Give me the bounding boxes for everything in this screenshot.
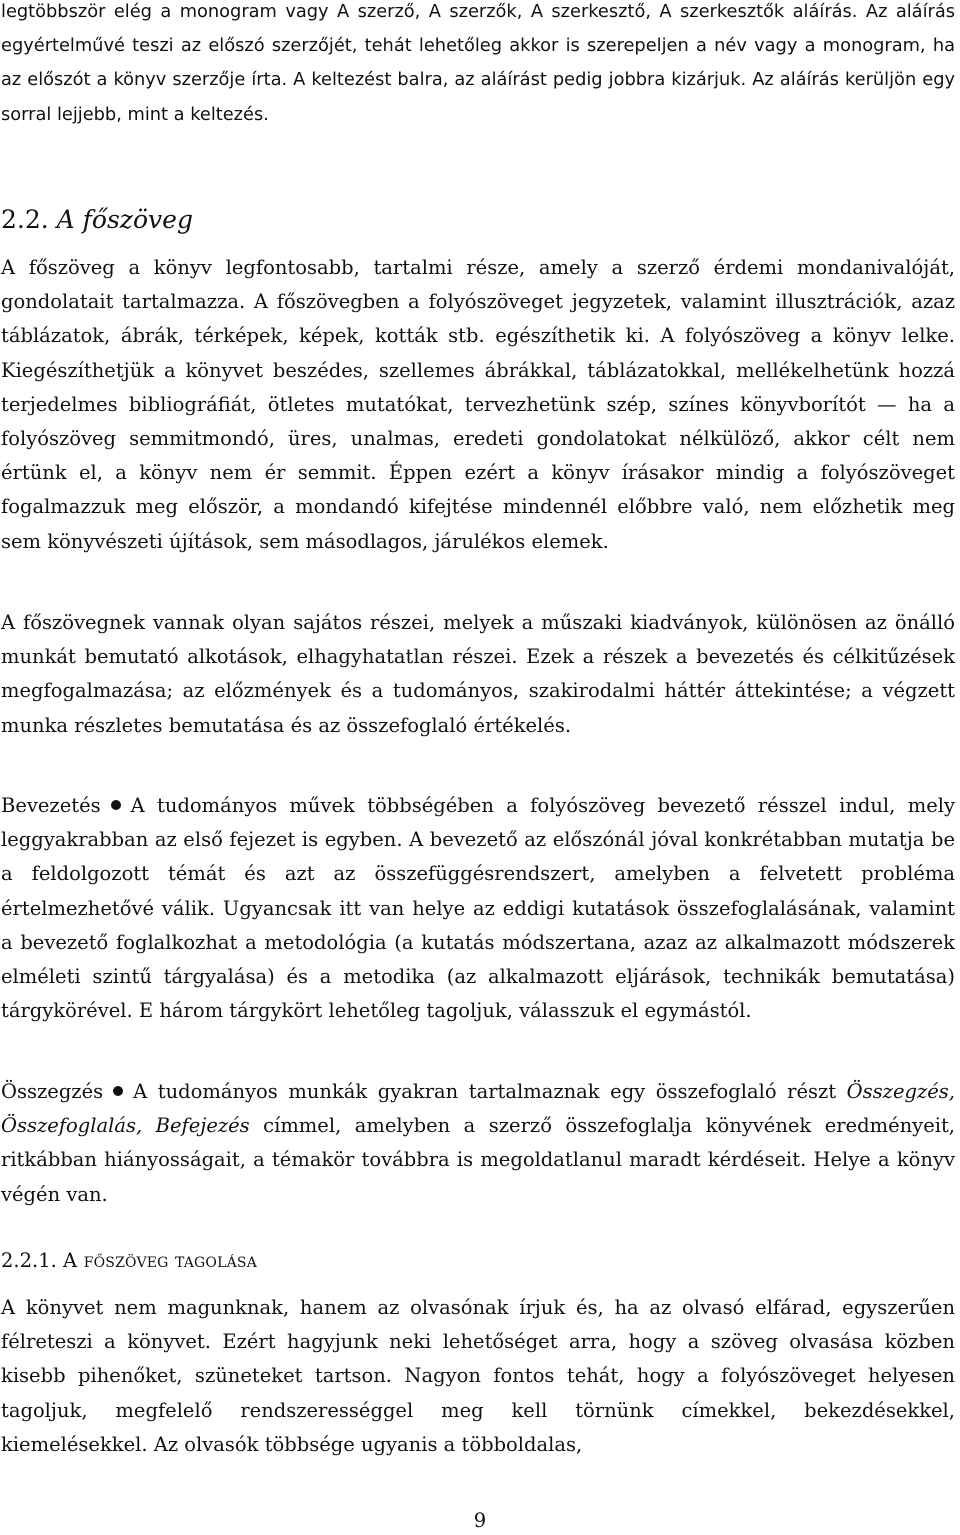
summary-text-after: címmel, amelyben a szerző összefoglalja könyvének eredményeit, ritkábban hiányosságait, a témakör továbbra is megoldatlanul maradt kérdéseit. Helye a könyv végén van. xyxy=(1,1114,955,1206)
section-heading xyxy=(1,204,193,236)
subsection-title: A főszöveg tagolása xyxy=(63,1249,258,1272)
main-text-parts-paragraph xyxy=(1,606,955,743)
summary-titles: Összegzés, Összefoglalás, Befejezés xyxy=(1,1080,955,1138)
preface-signature-text: legtöbbször elég a monogram vagy A szerző, A szerzők, A szerkesztő, A szerkesztők aláírás. Az aláírás egyértelművé teszi az előszó szerzőjét, tehát lehetőleg akkor is szerepeljen a név vagy a monogram, ha az előszót a könyv szerzője írta. A keltezést balra, az aláírást pedig jobbra kizárjuk. xyxy=(1,1,955,91)
preface-signature-paragraph xyxy=(1,0,955,132)
preface-signature-continuation: Az aláírás kerüljön egy sorral lejjebb, mint a keltezés. xyxy=(1,69,956,125)
subsection-number: 2.2.1. xyxy=(1,1249,57,1272)
page-number: 9 xyxy=(473,1509,487,1532)
summary-paragraph xyxy=(1,1075,955,1212)
main-text-parts-text: A főszövegnek vannak olyan sajátos részei, melyek a műszaki kiadványok, különösen az önálló munkát bemutató alkotások, elhagyhatatlan részei. Ezek a részek a bevezetés és célkitűzések megfogalmazása; az előzmények és a tudományos, szakirodalmi háttér áttekintése; a végzett munka részletes bemutatása és az összefoglaló értékelés. xyxy=(1,611,955,737)
subsection-paragraph-text: A könyvet nem magunknak, hanem az olvasónak írjuk és, ha az olvasó elfárad, egyszerűen félreteszi a könyvet. Ezért hagyjunk neki lehetőséget arra, hogy a szöveg olvasása közben kisebb pihenőket, szüneteket tartson. Nagyon fontos tehát, hogy a folyószöveget helyesen tagoljuk, megfelelő rendszerességgel meg kell törnünk címekkel, bekezdésekkel, kiemelésekkel. Az olvasók többsége ugyanis a többoldalas, xyxy=(1,1296,955,1456)
section-number: 2.2. xyxy=(1,205,49,234)
summary-text-before: A tudományos munkák gyakran tartalmaznak egy összefoglaló részt xyxy=(133,1080,837,1103)
main-text-paragraph xyxy=(1,251,955,559)
introduction-text: A tudományos művek többségében a folyószöveg bevezető résszel indul, mely leggyakrabban az első fejezet is egyben. A bevezető az előszónál jóval konkrétabban mutatja be a feldolgozott témát és azt az összefüggésrendszert, amelyben a felvetett probléma értelmezhetővé válik. Ugyancsak itt van helye az eddigi kutatások összefoglalásának, valamint a bevezető foglalkozhat a metodológia (a kutatás módszertana, azaz az alkalmazott módszerek elméleti szintű tárgyalása) és a metodika (az alkalmazott eljárások, technikák bemutatása) tárgykörével. E három tárgykört lehetőleg tagoljuk, válasszuk el egymástól. xyxy=(1,794,955,1023)
bullet-icon xyxy=(113,1086,123,1096)
subsection-paragraph xyxy=(1,1291,955,1462)
bullet-icon xyxy=(111,800,121,810)
introduction-paragraph xyxy=(1,789,955,1028)
summary-term: Összegzés xyxy=(1,1080,104,1103)
main-text-paragraph-text: A főszöveg a könyv legfontosabb, tartalmi része, amely a szerző érdemi mondanivalóját, gondolatait tartalmazza. A főszövegben a folyószöveget jegyzetek, valamint illusztrációk, azaz táblázatok, ábrák, térképek, képek, kották stb. egészíthetik ki. A folyószöveg a könyv lelke. Kiegészíthetjük a könyvet beszédes, szellemes ábrákkal, táblázatokkal, mellékelhetünk hozzá terjedelmes bibliográfiát, ötletes mutatókat, tervezhetünk szép, színes könyvborítót — ha a folyószöveg semmitmondó, üres, unalmas, eredeti gondolatokat nélkülöző, akkor célt nem értünk el, a könyv nem ér semmit. Éppen ezért a könyv írásakor mindig a folyószöveget fogalmazzuk meg először, a mondandó kifejtése mindennél előbbre való, nem előzhetik meg sem könyvészeti újítások, sem másodlagos, járulékos elemek. xyxy=(1,256,955,553)
introduction-term: Bevezetés xyxy=(1,794,101,817)
section-title: A főszöveg xyxy=(56,205,193,234)
subsection-heading xyxy=(1,1246,257,1276)
